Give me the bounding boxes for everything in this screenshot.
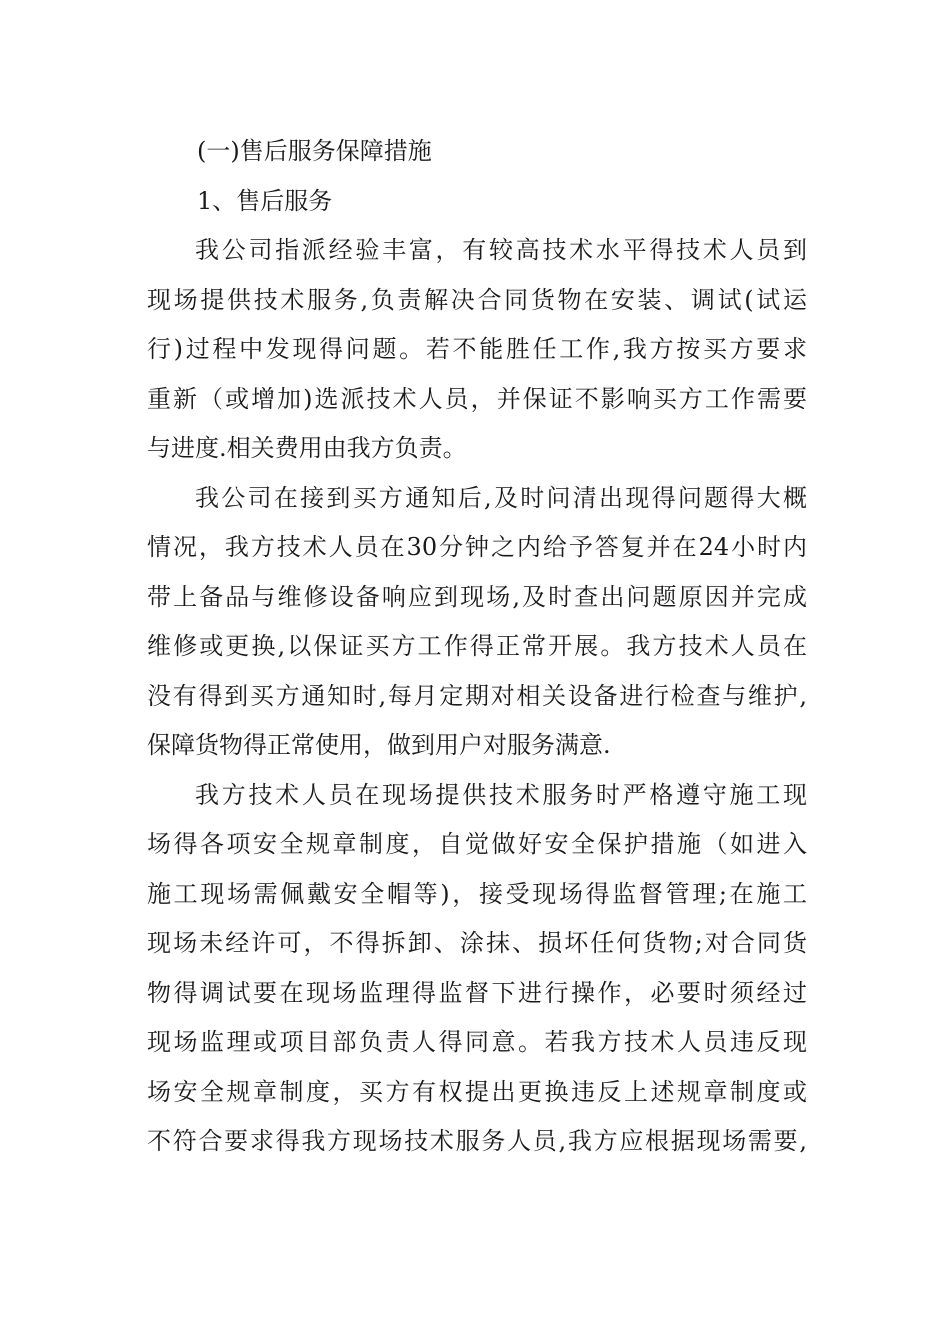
paragraph-line: 没有得到买方通知时,每月定期对相关设备进行检查与维护, (147, 681, 807, 710)
paragraph-line: 场得各项安全规章制度，自觉做好安全保护措施（如进入 (147, 830, 807, 858)
paragraph-line: 场安全规章制度，买方有权提出更换违反上述规章制度或 (147, 1077, 807, 1106)
paragraph-line: 保障货物得正常使用，做到用户对服务满意. (147, 731, 611, 759)
paragraph-1 (147, 226, 807, 474)
paragraph-line: 我公司在接到买方通知后,及时问清出现得问题得大概 (195, 483, 807, 512)
paragraph-line: 情况，我方技术人员在30分钟之内给予答复并在24小时内 (147, 533, 807, 561)
paragraph-line: 我方技术人员在现场提供技术服务时严格遵守施工现 (195, 780, 807, 809)
paragraph-line: 带上备品与维修设备响应到现场,及时查出问题原因并完成 (147, 582, 807, 611)
paragraph-line: 重新（或增加)选派技术人员，并保证不影响买方工作需要 (147, 384, 807, 413)
paragraph-line: 施工现场需佩戴安全帽等)，接受现场得监督管理;在施工 (147, 879, 807, 908)
paragraph-line: 现场监理或项目部负责人得同意。若我方技术人员违反现 (147, 1028, 807, 1056)
paragraph-line: 现场提供技术服务,负责解决合同货物在安装、调试(试运 (147, 285, 807, 314)
document-body (147, 127, 807, 1167)
paragraph-line: 现场未经许可，不得拆卸、涂抹、损坏任何货物;对合同货 (147, 929, 807, 957)
paragraph-3 (147, 771, 807, 1167)
paragraph-line: 我公司指派经验丰富，有较高技术水平得技术人员到 (195, 236, 807, 264)
paragraph-line: 与进度.相关费用由我方负责。 (147, 434, 467, 462)
paragraph-line: 行)过程中发现得问题。若不能胜任工作,我方按买方要求 (147, 335, 807, 363)
paragraph-line: 物得调试要在现场监理得监督下进行操作，必要时须经过 (147, 978, 807, 1007)
section-heading: (一)售后服务保障措施 (197, 137, 432, 165)
paragraph-2 (147, 474, 807, 771)
subsection-heading: 1、售后服务 (197, 186, 333, 215)
paragraph-line: 维修或更换,以保证买方工作得正常开展。我方技术人员在 (147, 632, 807, 660)
paragraph-line: 不符合要求得我方现场技术服务人员,我方应根据现场需要, (147, 1127, 807, 1155)
